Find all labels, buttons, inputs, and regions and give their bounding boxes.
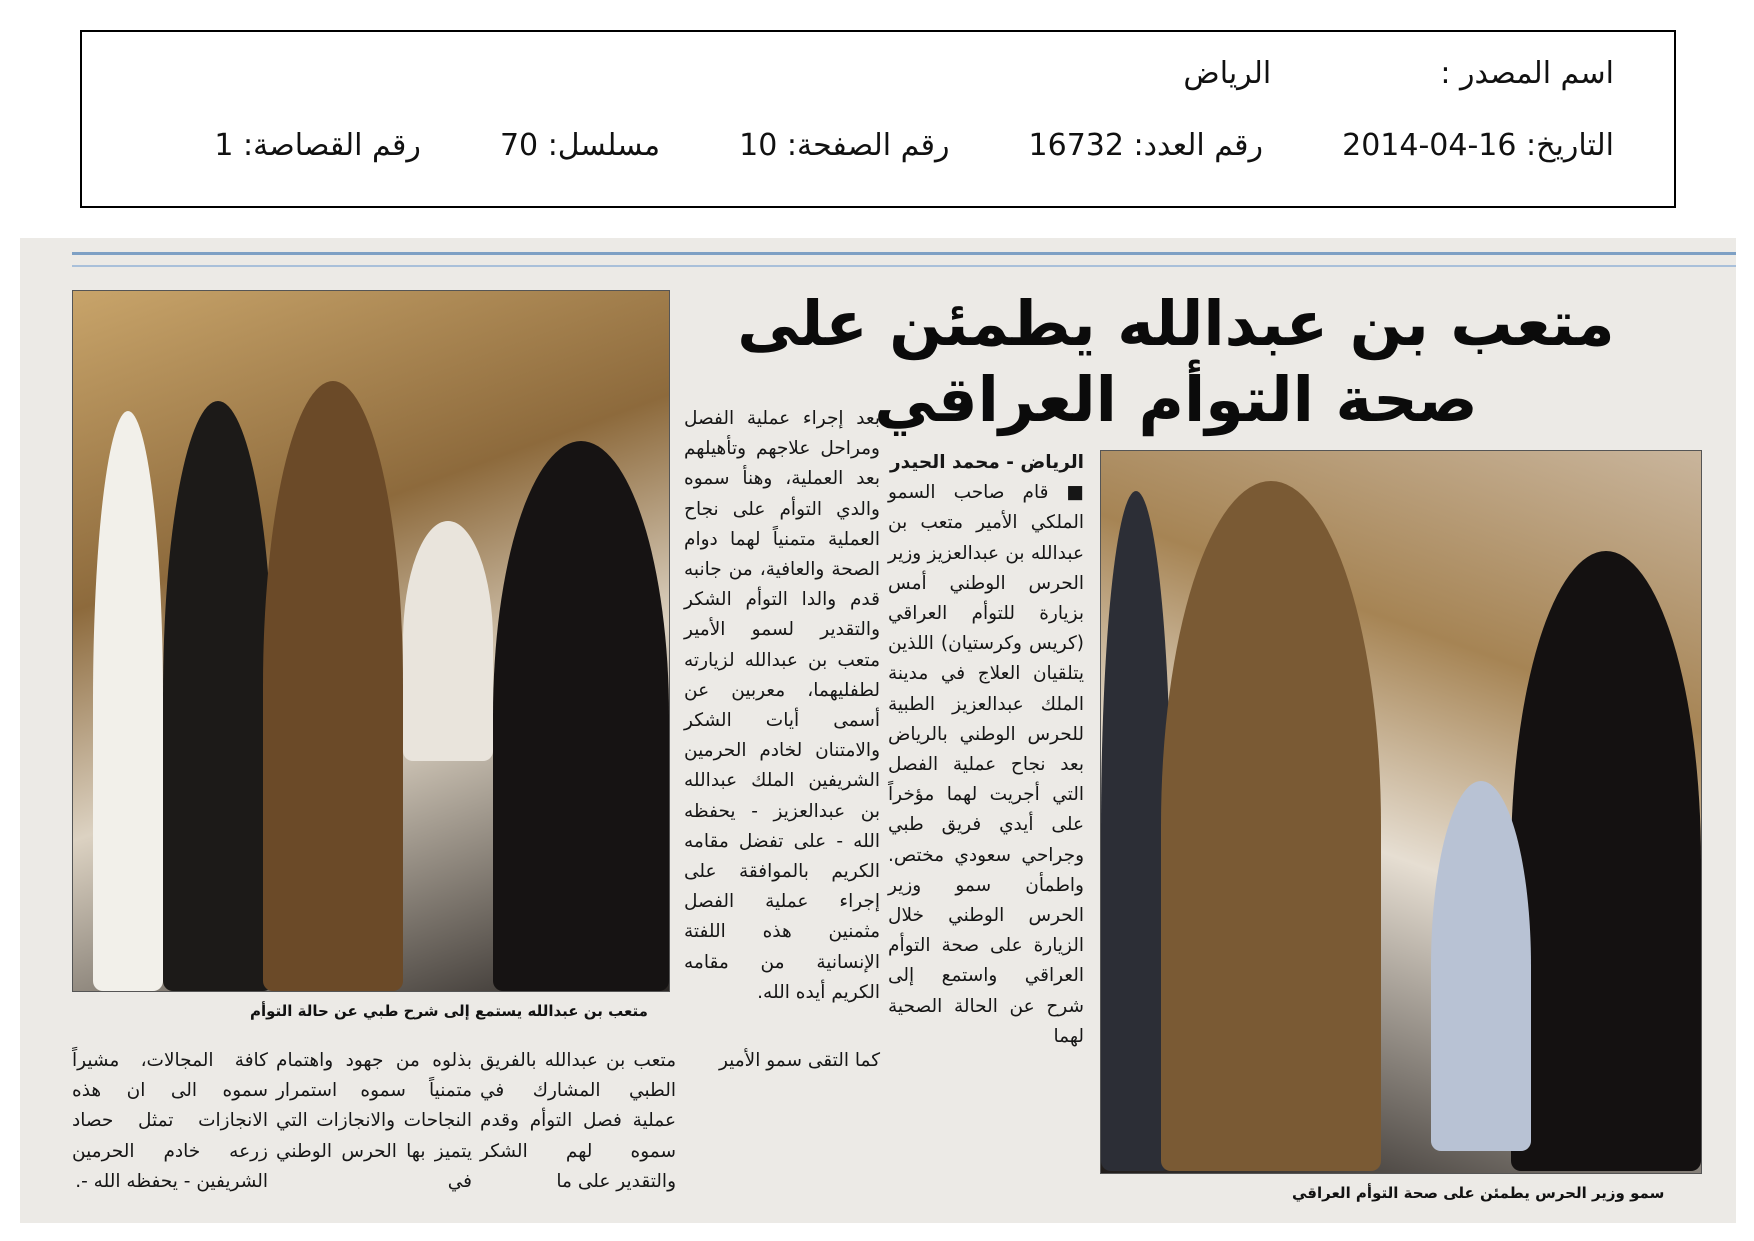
page-top-rule [72, 252, 1736, 267]
article-column-2 [684, 404, 880, 1008]
issue-value: 16732 [1028, 128, 1124, 163]
article-column-5 [276, 1046, 472, 1197]
article-column-6 [72, 1046, 268, 1197]
date-label: التاريخ: [1526, 128, 1614, 163]
source-row [1183, 56, 1614, 91]
source-label: اسم المصدر : [1440, 56, 1614, 91]
article-text-col5: بذلوه من جهود واهتمام متمنياً سموه استمرار النجاحات والانجازات التي يتميز بها الحرس الوطني في [276, 1050, 472, 1192]
article-text-col4: متعب بن عبدالله بالفريق الطبي المشارك في عملية فصل التوأم وقدم سموه لهم الشكر والتقدير على ما [480, 1050, 676, 1192]
clip-label: رقم القصاصة: [243, 128, 421, 163]
caption-left-photo: متعب بن عبدالله يستمع إلى شرح طبي عن حالة التوأم [250, 1002, 648, 1020]
serial-value: 70 [499, 128, 539, 163]
page-label: رقم الصفحة: [786, 128, 950, 163]
photo-visit-right [1100, 450, 1702, 1174]
article-text-col3: كما التقى سمو الأمير [718, 1050, 880, 1071]
photo-visit-left [72, 290, 670, 992]
article-text-col6: كافة المجالات، مشيراً سموه الى ان هذه الانجازات تمثل حصاد زرعه خادم الحرمين الشريفين - يحفظه الله -. [72, 1050, 268, 1192]
article-column-3 [684, 1046, 880, 1076]
clip-value: 1 [214, 128, 234, 163]
article-byline: الرياض - محمد الحيدر [890, 452, 1084, 473]
article-text-col2: بعد إجراء عملية الفصل ومراحل علاجهم وتأهيلهم بعد العملية، وهنأ سموه والدي التوأم على نجاح العملية متمنياً لهما دوام الصحة والعافية، من جانبه قدم والدا التوأم الشكر والتقدير لسمو الأمير متعب بن عبدالله لزيارته لطفليهما، معربين عن أسمى أيات الشكر والامتنان لخادم الحرمين الشريفين الملك عبدالله بن عبدالعزيز - يحفظه الله - على تفضل مقامه الكريم بالموافقة على إجراء عملية الفصل مثمنين هذه اللفتة الإنسانية من مقامه الكريم أيده الله. [684, 408, 880, 1003]
article-column-4 [480, 1046, 676, 1197]
details-row [214, 128, 1614, 163]
issue-label: رقم العدد: [1133, 128, 1264, 163]
date-value: 2014-04-16 [1342, 128, 1517, 163]
article-text-col1: ■ قام صاحب السمو الملكي الأمير متعب بن عبدالله بن عبدالعزيز وزير الحرس الوطني أمس بزيارة للتوأم العراقي (كريس وكرستيان) اللذين يتلقيان العلاج في مدينة الملك عبدالعزيز الطبية للحرس الوطني بالرياض بعد نجاح عملية الفصل التي أجريت لهما مؤخراً على أيدي فريق طبي وجراحي سعودي مختص. واطمأن سمو وزير الحرس الوطني خلال الزيارة على صحة التوأم العراقي واستمع إلى شرح عن الحالة الصحية لهما [888, 482, 1084, 1047]
caption-right-photo: سمو وزير الحرس يطمئن على صحة التوأم العراقي [1292, 1184, 1665, 1202]
page-value: 10 [739, 128, 778, 163]
newspaper-clipping [20, 238, 1736, 1223]
clipping-info-box [80, 30, 1676, 208]
serial-label: مسلسل: [547, 128, 661, 163]
article-headline: متعب بن عبدالله يطمئن على صحة التوأم العراقي [737, 287, 1615, 436]
article-column-1 [888, 448, 1084, 1052]
source-value: الرياض [1183, 56, 1272, 91]
